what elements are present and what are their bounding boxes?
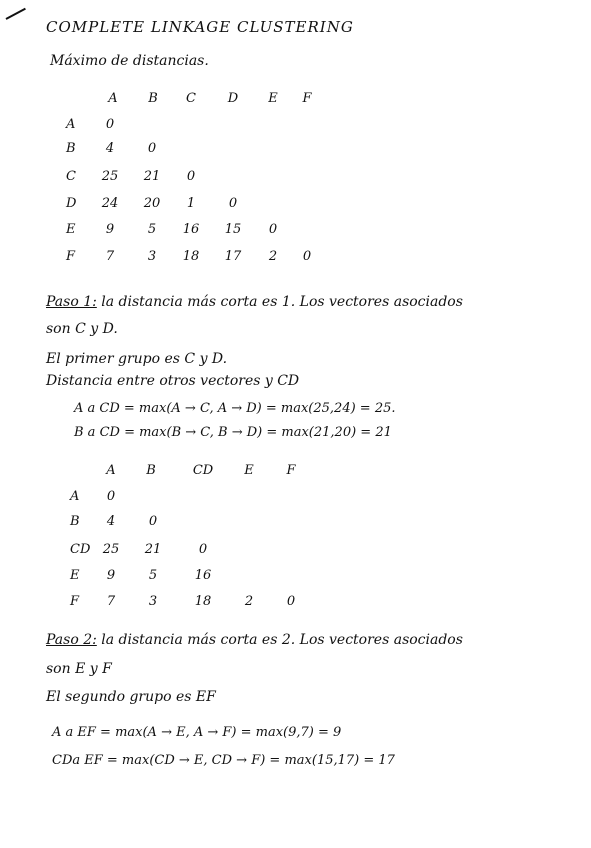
matrix2-cell: 0 [286,594,296,609]
matrix2-cell: 0 [106,489,116,504]
page-subtitle: Máximo de distancias. [50,53,209,69]
matrix2-cell: 3 [148,594,158,609]
paso2-line2: son E y F [46,661,112,677]
matrix1-cell: 1 [186,196,196,211]
matrix1-cell: 0 [186,169,196,184]
matrix1-cell: 0 [147,141,157,156]
matrix1-cell: 7 [105,249,115,264]
matrix2-row-label: E [70,568,80,583]
matrix2-cell: 7 [106,594,116,609]
matrix2-cell: 0 [198,542,208,557]
matrix1-cell: 17 [224,249,242,264]
paso2-heading: Paso 2: [46,632,97,648]
paso2-equation-cd: CDa EF = max(CD → E, CD → F) = max(15,17) = 17 [52,753,395,768]
matrix2-row-label: A [70,489,80,504]
matrix2-col-header: CD [192,463,214,478]
paso2-line1: la distancia más corta es 2. Los vectores asociados [101,632,463,648]
matrix2-col-header: F [286,463,296,478]
matrix1-cell: 21 [143,169,161,184]
paso1-equation-a: A a CD = max(A → C, A → D) = max(25,24) = 25. [74,401,396,416]
matrix1-col-header: E [268,91,278,106]
matrix1-cell: 2 [268,249,278,264]
matrix1-col-header: C [186,91,196,106]
matrix1-row-label: E [66,222,76,237]
matrix1-cell: 9 [105,222,115,237]
matrix1-cell: 20 [143,196,161,211]
matrix1-row-label: F [66,249,76,264]
paso1-heading: Paso 1: [46,294,97,310]
matrix2-cell: 4 [106,514,116,529]
matrix1-cell: 16 [182,222,200,237]
matrix1-row-label: D [66,196,77,211]
paso1-line1: la distancia más corta es 1. Los vectores asociados [101,294,463,310]
matrix1-col-header: D [227,91,239,106]
matrix2-cell: 25 [102,542,120,557]
matrix1-col-header: F [302,91,312,106]
paso1-equation-b: B a CD = max(B → C, B → D) = max(21,20) = 21 [74,425,392,440]
matrix2-cell: 5 [148,568,158,583]
matrix1-cell: 0 [302,249,312,264]
paso1-line2: son C y D. [46,321,118,337]
matrix1-cell: 4 [105,141,115,156]
matrix1-cell: 5 [147,222,157,237]
page-title: COMPLETE LINKAGE CLUSTERING [46,18,354,36]
matrix1-row-label: A [66,117,76,132]
matrix2-row-label: F [70,594,80,609]
matrix2-cell: 0 [148,514,158,529]
matrix1-col-header: A [108,91,118,106]
matrix1-cell: 18 [182,249,200,264]
matrix2-col-header: A [106,463,116,478]
matrix1-cell: 3 [147,249,157,264]
matrix2-col-header: B [146,463,156,478]
paso2-equation-a: A a EF = max(A → E, A → F) = max(9,7) = 9 [52,725,342,740]
matrix1-cell: 24 [101,196,119,211]
paso1-line3: El primer grupo es C y D. [46,351,228,367]
matrix2-cell: 21 [144,542,162,557]
matrix2-row-label: B [70,514,80,529]
matrix2-row-label: CD [70,542,91,557]
matrix2-cell: 18 [194,594,212,609]
paso1-line4: Distancia entre otros vectores y CD [46,373,300,389]
matrix1-cell: 0 [105,117,115,132]
matrix1-cell: 0 [268,222,278,237]
matrix2-cell: 9 [106,568,116,583]
matrix2-cell: 2 [244,594,254,609]
paso2-line3: El segundo grupo es EF [46,689,216,705]
pen-stroke-mark [6,8,26,20]
matrix2-col-header: E [244,463,254,478]
matrix1-cell: 15 [224,222,242,237]
paso2-text-line [46,633,463,647]
matrix1-row-label: B [66,141,76,156]
matrix1-col-header: B [148,91,158,106]
matrix1-cell: 25 [101,169,119,184]
matrix1-row-label: C [66,169,76,184]
matrix2-cell: 16 [194,568,212,583]
matrix1-cell: 0 [228,196,238,211]
paso1-text-line [46,295,463,309]
